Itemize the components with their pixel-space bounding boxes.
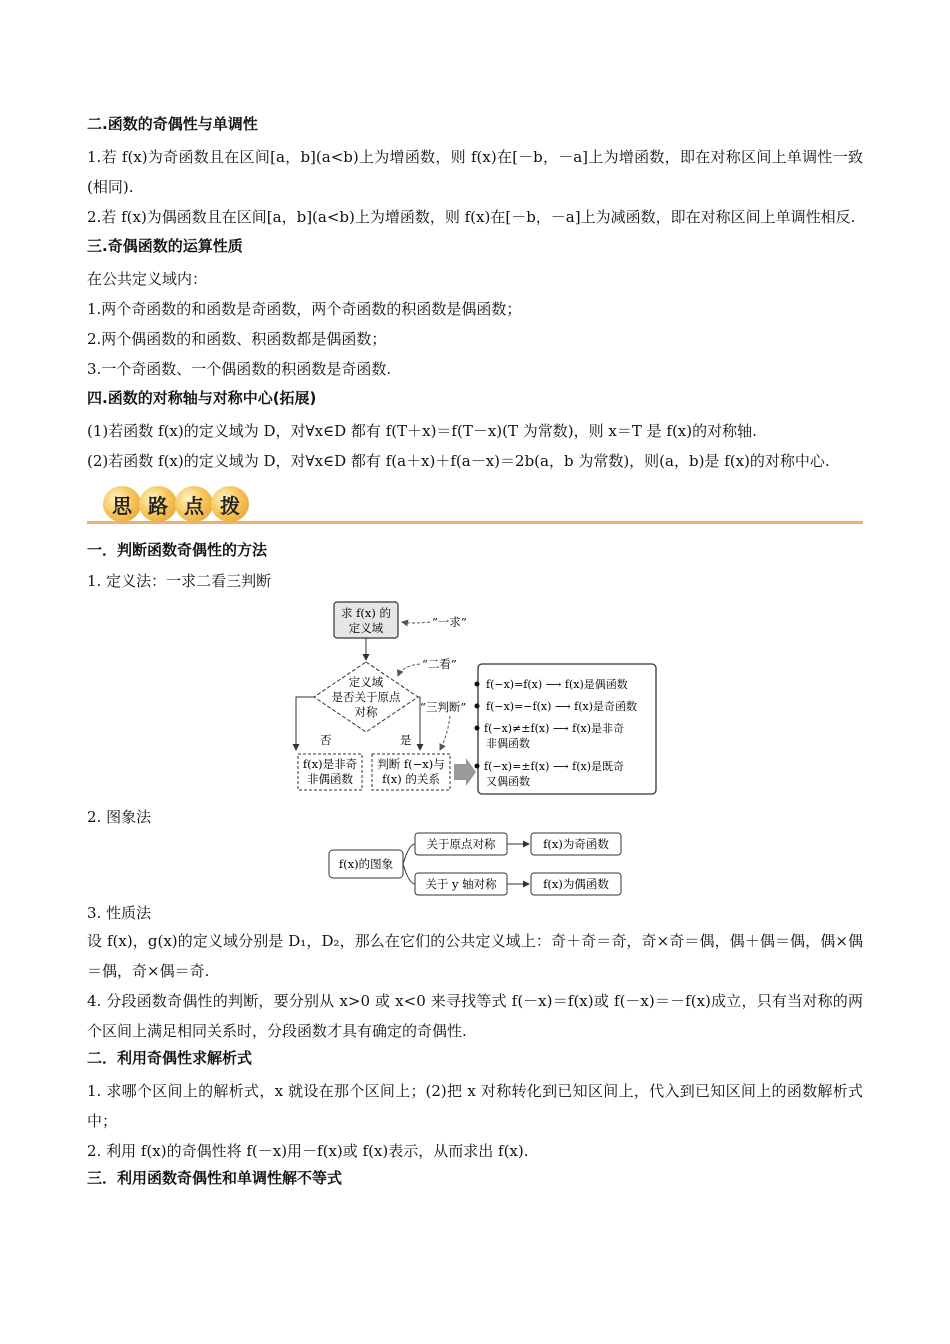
result-odd: f(−x)=−f(x) ⟶ f(x)是奇函数 <box>486 700 637 713</box>
document-page <box>87 112 863 1196</box>
paragraph: 2. 利用 f(x)的奇偶性将 f(－x)用－f(x)或 f(x)表示，从而求出 f(x). <box>87 1142 529 1160</box>
result-neither: f(−x)≠±f(x) ⟶ f(x)是非奇 <box>484 722 624 735</box>
banner-char: 思 <box>103 486 141 522</box>
paragraph: 2.两个偶函数的和函数、积函数都是偶函数； <box>87 330 387 348</box>
paragraph: (1)若函数 f(x)的定义域为 D，对∀x∈D 都有 f(T＋x)＝f(T－x)(T 为常数)，则 x＝T 是 f(x)的对称轴. <box>87 422 757 440</box>
result-both: 又偶函数 <box>486 775 530 788</box>
paragraph: 在公共定义域内： <box>87 270 208 288</box>
paragraph: 3. 性质法 <box>87 904 152 922</box>
paragraph: 2.若 f(x)为偶函数且在区间[a，b](a<b)上为增函数，则 f(x)在[－b，－a]上为减函数，即在对称区间上单调性相反. <box>87 208 856 226</box>
block-arrow <box>454 758 476 786</box>
banner-char: 点 <box>175 486 213 522</box>
origin-sym-text: 关于原点对称 <box>426 837 496 851</box>
paragraph: (2)若函数 f(x)的定义域为 D，对∀x∈D 都有 f(a＋x)＋f(a－x)＝2b(a，b 为常数)，则(a，b)是 f(x)的对称中心. <box>87 452 830 470</box>
label-yiqiu: “一求” <box>432 615 467 629</box>
graph-method-diagram <box>325 830 625 898</box>
banner-char: 路 <box>139 486 177 522</box>
non-parity-text: f(x)是非奇 <box>302 757 358 771</box>
section-title-operations: 三.奇偶函数的运算性质 <box>87 237 243 255</box>
label-erkan: “二看” <box>422 657 457 671</box>
paragraph: 3.一个奇函数、一个偶函数的积函数是奇函数. <box>87 360 392 378</box>
yaxis-sym-text: 关于 y 轴对称 <box>425 877 497 891</box>
section-title-parity-monotonicity: 二.函数的奇偶性与单调性 <box>87 115 258 133</box>
result-neither: 非偶函数 <box>486 737 530 750</box>
result-both: f(−x)=±f(x) ⟶ f(x)是既奇 <box>484 760 624 773</box>
paragraph: 2. 图象法 <box>87 808 152 826</box>
odd-result-text: f(x)为奇函数 <box>543 837 609 851</box>
domain-box-text: 定义域 <box>348 621 384 635</box>
paragraph: 1.若 f(x)为奇函数且在区间[a，b](a<b)上为增函数，则 f(x)在[－b，－a]上为增函数，即在对称区间上单调性一致(相同). <box>87 148 863 196</box>
decision-text: 定义域 <box>348 675 384 689</box>
judge-text: f(x) 的关系 <box>382 772 440 786</box>
parity-flowchart <box>290 594 660 800</box>
section-banner <box>87 482 863 526</box>
paragraph: 设 f(x)，g(x)的定义域分别是 D₁，D₂，那么在它们的公共定义域上：奇＋奇＝奇，奇×奇＝偶，偶＋偶＝偶，偶×偶＝偶，奇×偶＝奇. <box>87 932 863 980</box>
decision-text: 对称 <box>354 705 378 719</box>
paragraph: 1.两个奇函数的和函数是奇函数，两个奇函数的积函数是偶函数； <box>87 300 522 318</box>
paragraph: 4. 分段函数奇偶性的判断，要分别从 x>0 或 x<0 来寻找等式 f(－x)＝f(x)或 f(－x)＝－f(x)成立，只有当对称的两个区间上满足相同关系时，分段函数才具有确定的奇偶性. <box>87 992 863 1040</box>
method-title: 三．利用函数奇偶性和单调性解不等式 <box>87 1169 343 1187</box>
decision-text: 是否关于原点 <box>331 690 401 704</box>
paragraph: 1. 求哪个区间上的解析式，x 就设在那个区间上；(2)把 x 对称转化到已知区间上，代入到已知区间上的函数解析式中； <box>87 1082 863 1130</box>
even-result-text: f(x)为偶函数 <box>543 877 609 891</box>
label-yes: 是 <box>400 733 412 747</box>
label-no: 否 <box>320 733 332 747</box>
non-parity-text: 非偶函数 <box>307 772 353 786</box>
domain-box-text: 求 f(x) 的 <box>340 606 392 620</box>
method-title: 二．利用奇偶性求解析式 <box>87 1049 253 1067</box>
result-even: f(−x)=f(x) ⟶ f(x)是偶函数 <box>486 678 628 691</box>
banner-char: 拨 <box>211 486 249 522</box>
judge-text: 判断 f(−x)与 <box>377 757 445 771</box>
paragraph: 1. 定义法：一求二看三判断 <box>87 572 272 590</box>
section-title-symmetry: 四.函数的对称轴与对称中心(拓展) <box>87 389 317 407</box>
graph-source-text: f(x)的图象 <box>338 857 394 871</box>
method-title: 一．判断函数奇偶性的方法 <box>87 541 268 559</box>
label-sanpan: “三判断” <box>420 700 467 714</box>
